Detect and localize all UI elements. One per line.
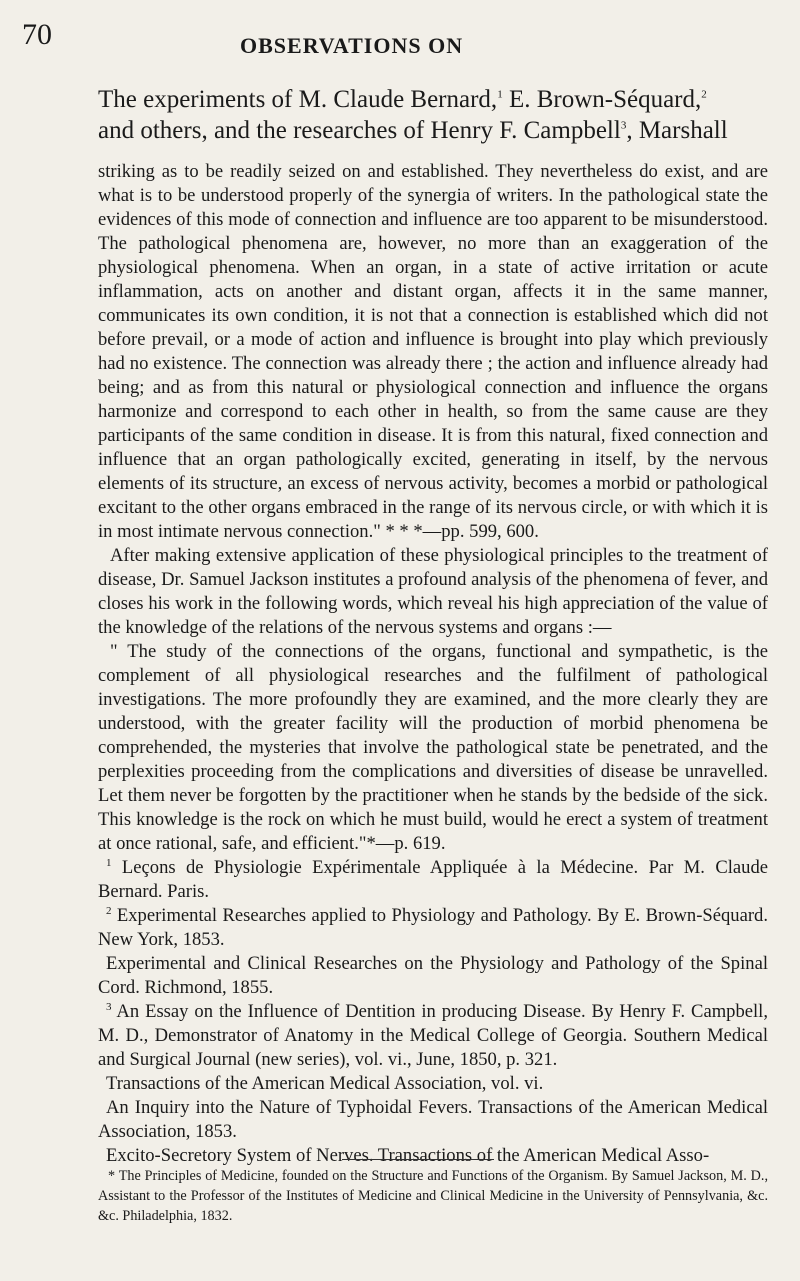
reference-marker: 1 bbox=[106, 856, 112, 869]
reference-3d bbox=[98, 1144, 768, 1168]
intro-line-2-text: and others, and the researches of Henry F. Campbell bbox=[98, 117, 621, 144]
footnote-marker-1: 1 bbox=[497, 88, 503, 101]
reference-marker: 3 bbox=[106, 1000, 112, 1013]
footnote-marker-3: 3 bbox=[620, 119, 627, 132]
reference-2b bbox=[98, 952, 768, 1000]
intro-line-1-text: The experiments of M. Claude Bernard, bbox=[98, 86, 498, 113]
paragraph-jackson-quote: " The study of the connections of the organs, functional and sympathetic, is the complement of all physiological researches and the fulfilment of pathological investigations. The more profoundly they are examined, and the more clearly they are understood, with the greater facility will the production of morbid phenomena be comprehended, the mysteries that involve the pathological state be penetrated, and the perplexities proceeding from the complications and diversities of disease be unravelled. Let them never be forgotten by the practitioner when he stands by the bedside of the sick. This knowledge is the rock on which he must build, would he erect a system of treatment at once rational, safe, and efficient."*—p. 619. bbox=[98, 641, 768, 854]
reference-1 bbox=[98, 856, 768, 904]
reference-marker: 2 bbox=[106, 904, 112, 917]
footnote-divider bbox=[342, 1159, 494, 1160]
intro-line-2 bbox=[98, 118, 728, 143]
reference-3b bbox=[98, 1072, 768, 1096]
body-text bbox=[98, 160, 768, 1168]
footnote-text: * The Principles of Medicine, founded on the Structure and Functions of the Organism. By Samuel Jackson, M. D., Assistant to the Professor of the Institutes of Medicine and Clinical Medicine in the University of Pennsylvania, &c. &c. Philadelphia, 1832. bbox=[98, 1168, 768, 1224]
footnote-marker-2: 2 bbox=[701, 88, 707, 101]
reference-3c bbox=[98, 1096, 768, 1144]
intro-line-1-mid: E. Brown-Séquard, bbox=[502, 86, 702, 113]
reference-text: Experimental Researches applied to Physiology and Pathology. By E. Brown-Séquard. New York, 1853. bbox=[98, 905, 768, 950]
reference-2 bbox=[98, 904, 768, 952]
reference-text: An Essay on the Influence of Dentition in producing Disease. By Henry F. Campbell, M. D., Demonstrator of Anatomy in the Medical College of Georgia. Southern Medical and Surgical Journal (new series), vol. vi., June, 1850, p. 321. bbox=[98, 1001, 768, 1070]
paragraph-quote-continuation: striking as to be readily seized on and established. They nevertheless do exist, and are what is to be understood properly of the synergia of writers. In the pathological state the evidences of this mode of connection and influence are too apparent to be misunderstood. The pathological phenomena are, however, no more than an exaggeration of the physiological phenomena. When an organ, in a state of active irritation or acute inflammation, acts on another and distant organ, affects it in the same manner, communicates its own condition, it is not that a connection is established which did not before prevail, or a mode of action and influence is brought into play which previously had no existence. The connection was already there ; the action and influence already had being; and as from this natural or physiological connection and influence the organs harmonize and correspond to each other in health, so from the same cause are they participants of the same condition in disease. It is from this natural, fixed connection and influence that an organ pathologically excited, generating in itself, by the nervous elements of its structure, an excess of nervous activity, becomes a morbid or pathological excitant to the other organs embraced in the range of its nervous circle, or with which it is in most intimate nervous connection." * * *—pp. 599, 600. bbox=[98, 161, 768, 542]
reference-text: Excito-Secretory System of Nerves. Transactions of the American Medical Asso- bbox=[106, 1145, 710, 1166]
reference-text: Experimental and Clinical Researches on the Physiology and Pathology of the Spinal Cord. Richmond, 1855. bbox=[98, 953, 768, 998]
reference-text: An Inquiry into the Nature of Typhoidal Fevers. Transactions of the American Medical Association, 1853. bbox=[98, 1097, 768, 1142]
paragraph-jackson-analysis: After making extensive application of these physiological principles to the treatment of disease, Dr. Samuel Jackson institutes a profound analysis of the phenomena of fever, and closes his work in the following words, which reveal his high appreciation of the value of the knowledge of the relations of the nervous systems and organs :— bbox=[98, 545, 768, 638]
running-title: OBSERVATIONS ON bbox=[240, 33, 464, 58]
intro-line-1 bbox=[98, 87, 707, 112]
reference-text: Leçons de Physiologie Expérimentale Appliquée à la Médecine. Par M. Claude Bernard. Paris. bbox=[98, 857, 768, 902]
reference-text: Transactions of the American Medical Association, vol. vi. bbox=[106, 1073, 544, 1094]
reference-3 bbox=[98, 1000, 768, 1072]
footnote bbox=[98, 1166, 768, 1226]
intro-line-2-end: , Marshall bbox=[626, 117, 728, 144]
page-number: 70 bbox=[22, 18, 52, 51]
